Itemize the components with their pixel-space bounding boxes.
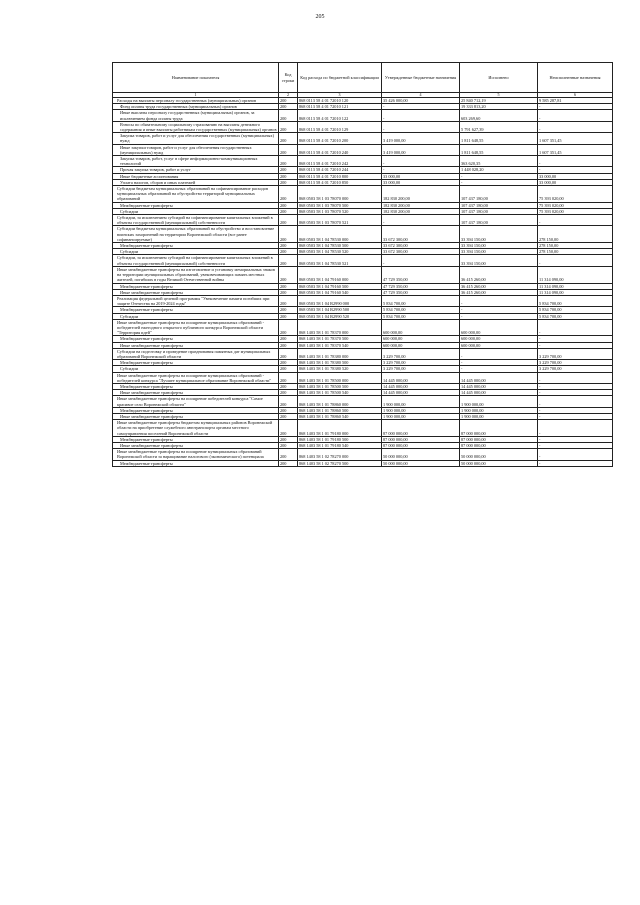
row-name: Иные межбюджетные трансферты xyxy=(113,390,279,396)
row-kbk-code: 868 1403 58 1 01 78370 540 xyxy=(298,342,382,348)
row-approved-amount: 14 445 000,00 xyxy=(382,383,460,389)
row-kbk-code: 868 0113 58 4 01 72010 244 xyxy=(298,167,382,173)
row-approved-amount: 1 900 000,00 xyxy=(382,396,460,407)
row-unexecuted-amount: - xyxy=(538,255,613,266)
row-executed-amount: 600 000,00 xyxy=(460,319,538,336)
row-name: Межбюджетные трансферты xyxy=(113,407,279,413)
table-row xyxy=(113,295,613,306)
row-kbk-code: 868 1403 58 1 01 78380 000 xyxy=(298,348,382,359)
row-approved-amount: 47 729 350,00 xyxy=(382,283,460,289)
row-line-code: 200 xyxy=(279,144,298,155)
table-row xyxy=(113,133,613,144)
table-row xyxy=(113,156,613,167)
row-line-code: 200 xyxy=(279,449,298,460)
row-line-code: 200 xyxy=(279,313,298,319)
row-approved-amount: 50 000 000,00 xyxy=(382,460,460,466)
row-executed-amount: 36 415 260,00 xyxy=(460,289,538,295)
row-line-code: 200 xyxy=(279,289,298,295)
row-approved-amount: 3 229 700,00 xyxy=(382,366,460,372)
row-unexecuted-amount: - xyxy=(538,167,613,173)
row-name: Расходы на выплаты персоналу государственных (муниципальных) органов xyxy=(113,98,279,104)
row-unexecuted-amount: 278 150,00 xyxy=(538,249,613,255)
row-approved-amount: 87 000 000,00 xyxy=(382,420,460,437)
row-executed-amount: 600 000,00 xyxy=(460,336,538,342)
row-approved-amount: - xyxy=(382,104,460,110)
row-name: Субсидии, за исключением субсидий на софинансирование капитальных вложений в объекты государственной (муниципальной) собственности xyxy=(113,255,279,266)
row-kbk-code: 868 0113 58 4 01 72010 200 xyxy=(298,133,382,144)
row-kbk-code: 868 0113 58 4 01 72010 800 xyxy=(298,173,382,179)
row-kbk-code: 868 0113 58 4 01 72010 120 xyxy=(298,98,382,104)
row-kbk-code: 868 0503 58 1 04 79160 500 xyxy=(298,283,382,289)
table-row xyxy=(113,110,613,121)
row-name: Иные межбюджетные трансферты на поощрение муниципальных образований Воронежской области за наращивание налогового (экономического) потенциала xyxy=(113,449,279,460)
row-name: Субсидии на подготовку и проведение празднования памятных дат муниципальных образований Воронежской области xyxy=(113,348,279,359)
row-name: Прочая закупка товаров, работ и услуг xyxy=(113,167,279,173)
header-budget-classification: Код расхода по бюджетной классификации xyxy=(298,63,382,93)
row-name: Иные межбюджетные трансферты на поощрение победителей конкурса "Самое красивое село Воронежской области" xyxy=(113,396,279,407)
header-executed: Исполнено xyxy=(460,63,538,93)
row-kbk-code: 868 0503 58 1 03 78070 521 xyxy=(298,215,382,226)
row-approved-amount: - xyxy=(382,215,460,226)
row-line-code: 200 xyxy=(279,179,298,185)
row-kbk-code: 868 1403 58 1 01 79180 000 xyxy=(298,420,382,437)
row-name: Межбюджетные трансферты xyxy=(113,436,279,442)
row-approved-amount: 600 000,00 xyxy=(382,319,460,336)
row-approved-amount: 33 000,00 xyxy=(382,179,460,185)
table-row xyxy=(113,215,613,226)
row-line-code: 200 xyxy=(279,360,298,366)
row-executed-amount: 33 394 150,00 xyxy=(460,255,538,266)
row-kbk-code: 868 1403 58 1 02 78270 000 xyxy=(298,449,382,460)
column-number: 4 xyxy=(382,93,460,98)
row-kbk-code: 868 0503 58 1 04 78530 000 xyxy=(298,226,382,243)
row-kbk-code: 868 0503 58 1 04 78530 500 xyxy=(298,243,382,249)
row-executed-amount: 107 437 180,00 xyxy=(460,202,538,208)
row-name: Иные бюджетные ассигнования xyxy=(113,173,279,179)
row-unexecuted-amount: - xyxy=(538,110,613,121)
row-approved-amount: 47 729 350,00 xyxy=(382,289,460,295)
row-executed-amount: 50 000 000,00 xyxy=(460,449,538,460)
row-unexecuted-amount: 75 393 020,00 xyxy=(538,208,613,214)
row-approved-amount: 5 834 700,00 xyxy=(382,295,460,306)
row-name: Межбюджетные трансферты xyxy=(113,460,279,466)
row-approved-amount: 182 830 200,00 xyxy=(382,202,460,208)
table-row xyxy=(113,186,613,203)
row-kbk-code: 868 0113 58 4 01 72010 240 xyxy=(298,144,382,155)
row-line-code: 200 xyxy=(279,202,298,208)
row-name: Закупка товаров, работ, услуг в сфере информационно-коммуникационных технологий xyxy=(113,156,279,167)
header-line-code: Код строки xyxy=(279,63,298,93)
row-unexecuted-amount: - xyxy=(538,156,613,167)
row-line-code: 200 xyxy=(279,266,298,283)
row-line-code: 200 xyxy=(279,413,298,419)
row-approved-amount: 3 229 700,00 xyxy=(382,360,460,366)
header-indicator-name: Наименование показателя xyxy=(113,63,279,93)
row-approved-amount: 182 830 200,00 xyxy=(382,208,460,214)
row-unexecuted-amount: 1 607 351,45 xyxy=(538,133,613,144)
row-name: Фонд оплаты труда государственных (муниципальных) органов xyxy=(113,104,279,110)
row-kbk-code: 868 1403 58 1 01 78370 000 xyxy=(298,319,382,336)
row-unexecuted-amount: - xyxy=(538,420,613,437)
row-kbk-code: 868 0503 58 1 04 78530 521 xyxy=(298,255,382,266)
row-line-code: 200 xyxy=(279,104,298,110)
row-unexecuted-amount: - xyxy=(538,436,613,442)
row-unexecuted-amount: 5 834 700,00 xyxy=(538,295,613,306)
table-header-row xyxy=(113,63,613,93)
row-executed-amount: 33 394 150,00 xyxy=(460,249,538,255)
table-row xyxy=(113,348,613,359)
row-approved-amount: 47 729 350,00 xyxy=(382,266,460,283)
row-kbk-code: 868 0503 58 1 04 R2990 500 xyxy=(298,307,382,313)
row-line-code: 200 xyxy=(279,436,298,442)
row-line-code: 200 xyxy=(279,307,298,313)
row-executed-amount: 14 445 000,00 xyxy=(460,383,538,389)
row-kbk-code: 868 0503 58 1 03 78070 520 xyxy=(298,208,382,214)
row-executed-amount: 1 448 028,20 xyxy=(460,167,538,173)
row-executed-amount: 107 437 180,00 xyxy=(460,186,538,203)
row-unexecuted-amount: - xyxy=(538,390,613,396)
row-kbk-code: 868 0113 58 4 01 72010 129 xyxy=(298,121,382,132)
row-approved-amount: 3 419 000,00 xyxy=(382,133,460,144)
row-name: Иные межбюджетные трансферты на поощрение муниципальных образований - победителей конкурса "Лучшее муниципальное образование Воронежской области" xyxy=(113,372,279,383)
row-name: Иные межбюджетные трансферты xyxy=(113,442,279,448)
row-executed-amount: 107 437 180,00 xyxy=(460,215,538,226)
row-line-code: 200 xyxy=(279,121,298,132)
row-approved-amount: 14 445 000,00 xyxy=(382,372,460,383)
row-name: Межбюджетные трансферты xyxy=(113,243,279,249)
row-name: Иные межбюджетные трансферты на поощрение муниципальных образований - победителей ежегодного открытого публичного конкурса Воронежской области "Территория идей" xyxy=(113,319,279,336)
table-row xyxy=(113,449,613,460)
row-line-code: 200 xyxy=(279,167,298,173)
row-approved-amount: 5 834 700,00 xyxy=(382,307,460,313)
row-approved-amount: 33 672 300,00 xyxy=(382,226,460,243)
row-name: Иные межбюджетные трансферты xyxy=(113,289,279,295)
row-unexecuted-amount: 5 834 700,00 xyxy=(538,307,613,313)
table-row xyxy=(113,226,613,243)
row-name: Уплата налогов, сборов и иных платежей xyxy=(113,179,279,185)
row-unexecuted-amount: 75 393 020,00 xyxy=(538,186,613,203)
row-line-code: 200 xyxy=(279,249,298,255)
row-line-code: 200 xyxy=(279,342,298,348)
row-line-code: 200 xyxy=(279,383,298,389)
table-row xyxy=(113,144,613,155)
row-name: Иные выплаты персоналу государственных (муниципальных) органов, за исключением фонда оплаты труда xyxy=(113,110,279,121)
row-executed-amount: 25 840 712,19 xyxy=(460,98,538,104)
row-approved-amount: 600 000,00 xyxy=(382,342,460,348)
row-executed-amount: 87 000 000,00 xyxy=(460,420,538,437)
row-unexecuted-amount: - xyxy=(538,336,613,342)
row-name: Закупка товаров, работ и услуг для обеспечения государственных (муниципальных) нужд xyxy=(113,133,279,144)
row-executed-amount: 5 791 627,39 xyxy=(460,121,538,132)
row-line-code: 200 xyxy=(279,442,298,448)
row-kbk-code: 868 0503 58 1 04 R2990 520 xyxy=(298,313,382,319)
row-line-code: 200 xyxy=(279,319,298,336)
row-kbk-code: 868 1403 58 1 01 79180 500 xyxy=(298,436,382,442)
row-unexecuted-amount: 11 314 090,00 xyxy=(538,289,613,295)
row-unexecuted-amount: 11 314 090,00 xyxy=(538,283,613,289)
row-executed-amount: 87 000 000,00 xyxy=(460,442,538,448)
row-approved-amount: - xyxy=(382,255,460,266)
row-approved-amount: 5 834 700,00 xyxy=(382,313,460,319)
row-executed-amount: - xyxy=(460,348,538,359)
row-line-code: 200 xyxy=(279,186,298,203)
row-name: Субсидии xyxy=(113,313,279,319)
row-unexecuted-amount: 278 150,00 xyxy=(538,243,613,249)
row-kbk-code: 868 0113 58 4 01 72010 242 xyxy=(298,156,382,167)
row-unexecuted-amount: - xyxy=(538,383,613,389)
table-row xyxy=(113,266,613,283)
row-kbk-code: 868 1403 58 1 01 78500 540 xyxy=(298,390,382,396)
row-line-code: 200 xyxy=(279,396,298,407)
row-kbk-code: 868 0503 58 1 04 79160 000 xyxy=(298,266,382,283)
row-name: Межбюджетные трансферты xyxy=(113,360,279,366)
row-executed-amount: 107 437 180,00 xyxy=(460,208,538,214)
column-number: 2 xyxy=(279,93,298,98)
row-unexecuted-amount: 33 000,00 xyxy=(538,179,613,185)
row-kbk-code: 868 0503 58 1 04 78530 520 xyxy=(298,249,382,255)
row-line-code: 200 xyxy=(279,390,298,396)
row-executed-amount: 1 811 648,55 xyxy=(460,133,538,144)
row-line-code: 200 xyxy=(279,208,298,214)
table-row xyxy=(113,319,613,336)
column-number: 5 xyxy=(460,93,538,98)
column-number: 6 xyxy=(538,93,613,98)
row-kbk-code: 868 0503 58 1 03 78070 500 xyxy=(298,202,382,208)
row-line-code: 200 xyxy=(279,407,298,413)
row-line-code: 200 xyxy=(279,372,298,383)
row-name: Иные закупки товаров, работ и услуг для обеспечения государственных (муниципальных) нужд xyxy=(113,144,279,155)
table-row xyxy=(113,121,613,132)
budget-execution-table xyxy=(112,62,613,467)
row-line-code: 200 xyxy=(279,156,298,167)
row-unexecuted-amount: - xyxy=(538,342,613,348)
row-executed-amount: 19 333 813,20 xyxy=(460,104,538,110)
page-number: 205 xyxy=(315,14,325,20)
row-executed-amount: - xyxy=(460,313,538,319)
row-kbk-code: 868 0503 58 1 04 79160 540 xyxy=(298,289,382,295)
row-kbk-code: 868 0503 58 1 04 R2990 000 xyxy=(298,295,382,306)
row-unexecuted-amount: - xyxy=(538,407,613,413)
row-executed-amount: 1 900 000,00 xyxy=(460,407,538,413)
row-executed-amount: - xyxy=(460,366,538,372)
row-name: Межбюджетные трансферты xyxy=(113,307,279,313)
row-line-code: 200 xyxy=(279,460,298,466)
table-row xyxy=(113,396,613,407)
row-executed-amount: 33 394 150,00 xyxy=(460,226,538,243)
row-line-code: 200 xyxy=(279,336,298,342)
row-approved-amount: 87 000 000,00 xyxy=(382,436,460,442)
row-name: Межбюджетные трансферты xyxy=(113,383,279,389)
row-line-code: 200 xyxy=(279,366,298,372)
row-name: Реализация федеральной целевой программы "Увековечение памяти погибших при защите Отечества на 2019-2024 годы" xyxy=(113,295,279,306)
row-name: Субсидии бюджетам муниципальных образований на софинансирование расходов муниципальных образований на обустройство территорий муниципальных образований xyxy=(113,186,279,203)
row-executed-amount: - xyxy=(460,173,538,179)
row-line-code: 200 xyxy=(279,295,298,306)
row-executed-amount: 33 394 150,00 xyxy=(460,243,538,249)
row-approved-amount: 1 900 000,00 xyxy=(382,413,460,419)
row-unexecuted-amount: 33 000,00 xyxy=(538,173,613,179)
row-name: Межбюджетные трансферты xyxy=(113,202,279,208)
row-unexecuted-amount: 3 229 700,00 xyxy=(538,348,613,359)
row-line-code: 200 xyxy=(279,226,298,243)
row-unexecuted-amount: - xyxy=(538,396,613,407)
row-approved-amount: 3 419 000,00 xyxy=(382,144,460,155)
row-line-code: 200 xyxy=(279,215,298,226)
row-unexecuted-amount: 9 585 287,81 xyxy=(538,98,613,104)
row-executed-amount: 50 000 000,00 xyxy=(460,460,538,466)
row-executed-amount: 1 900 000,00 xyxy=(460,413,538,419)
row-line-code: 200 xyxy=(279,283,298,289)
row-executed-amount: 14 445 000,00 xyxy=(460,390,538,396)
row-name: Иные межбюджетные трансферты бюджетам муниципальных районов Воронежской области на приобретение служебного автотранспорта органам местного самоуправления поселений Воронежской области xyxy=(113,420,279,437)
row-approved-amount: 33 000,00 xyxy=(382,173,460,179)
row-approved-amount: - xyxy=(382,121,460,132)
header-unexecuted: Неисполненные назначения xyxy=(538,63,613,93)
row-name: Межбюджетные трансферты xyxy=(113,283,279,289)
row-kbk-code: 868 0503 58 1 03 78070 000 xyxy=(298,186,382,203)
row-name: Субсидии бюджетам муниципальных образований на обустройство и восстановление воинских захоронений на территории Воронежской области (все ранее софинансируемые) xyxy=(113,226,279,243)
row-name: Межбюджетные трансферты xyxy=(113,336,279,342)
header-approved: Утвержденные бюджетные назначения xyxy=(382,63,460,93)
row-line-code: 200 xyxy=(279,173,298,179)
row-kbk-code: 868 0113 58 4 01 72010 850 xyxy=(298,179,382,185)
row-kbk-code: 868 1403 58 1 01 79180 540 xyxy=(298,442,382,448)
row-line-code: 200 xyxy=(279,243,298,249)
row-approved-amount: 35 426 000,00 xyxy=(382,98,460,104)
row-executed-amount: - xyxy=(460,179,538,185)
row-name: Иные межбюджетные трансферты xyxy=(113,342,279,348)
row-unexecuted-amount: 1 607 351,45 xyxy=(538,144,613,155)
row-unexecuted-amount: - xyxy=(538,413,613,419)
row-approved-amount: 600 000,00 xyxy=(382,336,460,342)
row-kbk-code: 868 0113 58 4 01 72010 121 xyxy=(298,104,382,110)
row-executed-amount: 36 415 260,00 xyxy=(460,283,538,289)
row-line-code: 200 xyxy=(279,420,298,437)
row-kbk-code: 868 0113 58 4 01 72010 122 xyxy=(298,110,382,121)
row-kbk-code: 868 1403 58 1 01 78370 500 xyxy=(298,336,382,342)
row-kbk-code: 868 1403 58 1 01 78380 520 xyxy=(298,366,382,372)
row-unexecuted-amount: - xyxy=(538,319,613,336)
row-unexecuted-amount: 278 150,00 xyxy=(538,226,613,243)
row-executed-amount: 36 415 260,00 xyxy=(460,266,538,283)
row-approved-amount: 14 445 000,00 xyxy=(382,390,460,396)
row-executed-amount: 603 269,60 xyxy=(460,110,538,121)
row-kbk-code: 868 1403 58 1 01 78860 000 xyxy=(298,396,382,407)
row-approved-amount: 33 672 300,00 xyxy=(382,243,460,249)
row-name: Взносы по обязательному социальному страхованию на выплаты денежного содержания и иные выплаты работникам государственных (муниципальных) органов xyxy=(113,121,279,132)
table-body xyxy=(113,98,613,467)
row-unexecuted-amount: - xyxy=(538,215,613,226)
row-name: Иные межбюджетные трансферты xyxy=(113,413,279,419)
row-executed-amount: 1 900 000,00 xyxy=(460,396,538,407)
row-executed-amount: 363 620,35 xyxy=(460,156,538,167)
row-unexecuted-amount: - xyxy=(538,442,613,448)
row-approved-amount: 87 000 000,00 xyxy=(382,442,460,448)
row-line-code: 200 xyxy=(279,133,298,144)
row-unexecuted-amount: 5 834 700,00 xyxy=(538,313,613,319)
row-approved-amount: 50 000 000,00 xyxy=(382,449,460,460)
row-executed-amount: - xyxy=(460,295,538,306)
table-row xyxy=(113,460,613,466)
row-unexecuted-amount: 75 393 020,00 xyxy=(538,202,613,208)
table-row xyxy=(113,372,613,383)
row-unexecuted-amount: 11 314 090,00 xyxy=(538,266,613,283)
row-unexecuted-amount: - xyxy=(538,372,613,383)
row-line-code: 200 xyxy=(279,348,298,359)
row-approved-amount: - xyxy=(382,110,460,121)
row-name: Субсидии, за исключением субсидий на софинансирование капитальных вложений в объекты государственной (муниципальной) собственности xyxy=(113,215,279,226)
row-kbk-code: 868 1403 58 1 01 78860 500 xyxy=(298,407,382,413)
row-approved-amount: 182 830 200,00 xyxy=(382,186,460,203)
row-executed-amount: - xyxy=(460,307,538,313)
row-kbk-code: 868 1403 58 1 01 78500 500 xyxy=(298,383,382,389)
row-line-code: 200 xyxy=(279,110,298,121)
row-unexecuted-amount: 3 229 700,00 xyxy=(538,366,613,372)
column-number: 1 xyxy=(113,93,279,98)
row-unexecuted-amount: - xyxy=(538,121,613,132)
row-kbk-code: 868 1403 58 1 02 78270 500 xyxy=(298,460,382,466)
row-kbk-code: 868 1403 58 1 01 78380 500 xyxy=(298,360,382,366)
row-name: Субсидии xyxy=(113,208,279,214)
row-executed-amount: 600 000,00 xyxy=(460,342,538,348)
table-row xyxy=(113,420,613,437)
row-name: Субсидии xyxy=(113,249,279,255)
row-kbk-code: 868 1403 58 1 01 78860 540 xyxy=(298,413,382,419)
row-unexecuted-amount: - xyxy=(538,460,613,466)
table-row xyxy=(113,255,613,266)
row-name: Иные межбюджетные трансферты на изготовление и установку мемориальных знаков на территории муниципальных образований, увековечивающих память местных жителей, погибших в годы Великой Отечественной войны xyxy=(113,266,279,283)
row-approved-amount: - xyxy=(382,167,460,173)
column-number: 3 xyxy=(298,93,382,98)
row-approved-amount: - xyxy=(382,156,460,167)
row-executed-amount: 87 000 000,00 xyxy=(460,436,538,442)
row-approved-amount: 3 229 700,00 xyxy=(382,348,460,359)
row-executed-amount: 1 811 648,55 xyxy=(460,144,538,155)
row-executed-amount: 14 445 000,00 xyxy=(460,372,538,383)
row-line-code: 200 xyxy=(279,255,298,266)
row-unexecuted-amount: - xyxy=(538,449,613,460)
row-executed-amount: - xyxy=(460,360,538,366)
row-approved-amount: 1 900 000,00 xyxy=(382,407,460,413)
row-unexecuted-amount: 3 229 700,00 xyxy=(538,360,613,366)
row-kbk-code: 868 1403 58 1 01 78500 000 xyxy=(298,372,382,383)
row-line-code: 200 xyxy=(279,98,298,104)
row-name: Субсидии xyxy=(113,366,279,372)
row-unexecuted-amount: - xyxy=(538,104,613,110)
row-approved-amount: 33 672 300,00 xyxy=(382,249,460,255)
